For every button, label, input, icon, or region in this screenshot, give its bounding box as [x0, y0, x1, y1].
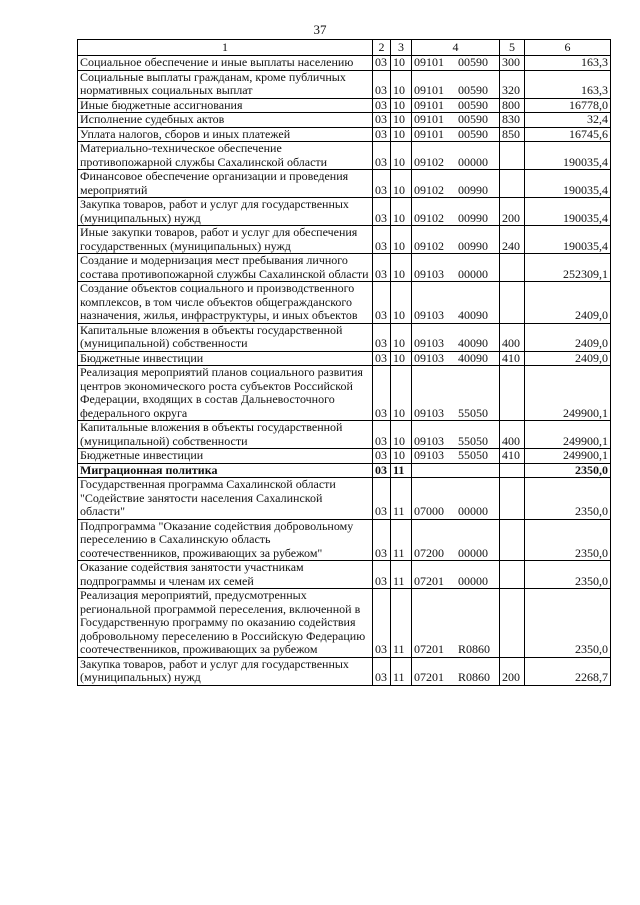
row-target-article-program: 09101 — [414, 55, 444, 69]
row-name: Реализация мероприятий планов социального развития центров экономического роста субъектов Российской Федерации, входящих в состав Дальневосточного федерального округа — [78, 366, 373, 421]
row-expense-type — [500, 589, 525, 658]
row-section-code: 03 — [373, 127, 391, 142]
row-target-article — [412, 366, 500, 421]
table-row — [78, 463, 611, 478]
row-target-article-direction: 00590 — [458, 112, 488, 126]
row-section-code: 03 — [373, 657, 391, 685]
row-target-article — [412, 198, 500, 226]
row-amount: 190035,4 — [525, 142, 611, 170]
row-section-code: 03 — [373, 282, 391, 324]
row-subsection-code: 11 — [391, 478, 412, 520]
row-name: Государственная программа Сахалинской области "Содействие занятости населения Сахалинской области" — [78, 478, 373, 520]
row-target-article-program: 09101 — [414, 127, 444, 141]
row-name: Закупка товаров, работ и услуг для государственных (муниципальных) нужд — [78, 198, 373, 226]
row-target-article — [412, 226, 500, 254]
row-subsection-code: 10 — [391, 366, 412, 421]
table-row — [78, 198, 611, 226]
row-name: Бюджетные инвестиции — [78, 449, 373, 464]
row-target-article-program: 09102 — [414, 154, 444, 169]
row-amount: 2409,0 — [525, 351, 611, 366]
row-expense-type — [500, 282, 525, 324]
row-target-article-direction: 55050 — [458, 433, 488, 448]
row-target-article-direction: 00590 — [458, 83, 488, 97]
row-amount: 2350,0 — [525, 561, 611, 589]
row-section-code: 03 — [373, 70, 391, 98]
table-row — [78, 226, 611, 254]
row-expense-type: 850 — [500, 127, 525, 142]
row-section-code: 03 — [373, 170, 391, 198]
row-target-article — [412, 351, 500, 366]
row-expense-type: 240 — [500, 226, 525, 254]
row-name: Подпрограмма "Оказание содействия добровольному переселению в Сахалинскую область соотечественников, проживающих за рубежом" — [78, 519, 373, 561]
row-target-article — [412, 519, 500, 561]
row-target-article-program: 07201 — [414, 573, 444, 588]
row-target-article — [412, 56, 500, 71]
row-name: Капитальные вложения в объекты государственной (муниципальной) собственности — [78, 323, 373, 351]
table-row — [78, 561, 611, 589]
table-row — [78, 366, 611, 421]
row-subsection-code: 10 — [391, 254, 412, 282]
row-amount: 190035,4 — [525, 226, 611, 254]
row-amount: 2409,0 — [525, 323, 611, 351]
row-subsection-code: 10 — [391, 282, 412, 324]
row-amount: 2350,0 — [525, 589, 611, 658]
row-expense-type: 400 — [500, 421, 525, 449]
row-target-article-direction: 00590 — [458, 98, 488, 112]
row-target-article-program: 09101 — [414, 83, 444, 97]
row-target-article — [412, 478, 500, 520]
row-amount: 249900,1 — [525, 421, 611, 449]
row-target-article — [412, 589, 500, 658]
row-target-article — [412, 449, 500, 464]
row-target-article — [412, 282, 500, 324]
row-target-article — [412, 127, 500, 142]
row-target-article-direction: 55050 — [458, 448, 488, 462]
table-row — [78, 478, 611, 520]
row-amount: 2350,0 — [525, 478, 611, 520]
row-subsection-code: 10 — [391, 421, 412, 449]
table-row — [78, 254, 611, 282]
row-target-article-direction: R0860 — [458, 670, 491, 684]
row-target-article-direction: 40090 — [458, 336, 488, 350]
row-name: Миграционная политика — [78, 463, 373, 478]
table-row — [78, 56, 611, 71]
row-subsection-code: 10 — [391, 226, 412, 254]
table-row — [78, 127, 611, 142]
row-section-code: 03 — [373, 198, 391, 226]
row-amount: 16778,0 — [525, 98, 611, 113]
table-row — [78, 170, 611, 198]
row-subsection-code: 10 — [391, 198, 412, 226]
row-subsection-code: 11 — [391, 657, 412, 685]
header-col-4: 4 — [412, 40, 500, 56]
row-amount: 16745,6 — [525, 127, 611, 142]
row-amount: 2409,0 — [525, 282, 611, 324]
row-expense-type — [500, 366, 525, 421]
row-section-code: 03 — [373, 98, 391, 113]
row-target-article — [412, 142, 500, 170]
row-expense-type: 300 — [500, 56, 525, 71]
row-section-code: 03 — [373, 323, 391, 351]
row-expense-type: 200 — [500, 198, 525, 226]
row-expense-type — [500, 478, 525, 520]
row-target-article-direction: 00590 — [458, 127, 488, 141]
row-target-article — [412, 113, 500, 128]
row-target-article-direction: 00990 — [458, 210, 488, 225]
row-target-article-program: 09102 — [414, 210, 444, 225]
header-col-2: 2 — [373, 40, 391, 56]
row-subsection-code: 10 — [391, 127, 412, 142]
row-target-article-direction: 55050 — [458, 405, 488, 420]
row-target-article-program: 09103 — [414, 405, 444, 420]
row-target-article-direction: 00000 — [458, 266, 488, 281]
row-name: Оказание содействия занятости участникам подпрограммы и членам их семей — [78, 561, 373, 589]
row-target-article — [412, 254, 500, 282]
row-target-article-program: 09103 — [414, 351, 444, 365]
row-amount: 163,3 — [525, 70, 611, 98]
row-section-code: 03 — [373, 113, 391, 128]
row-target-article-direction: R0860 — [458, 642, 491, 656]
row-section-code: 03 — [373, 226, 391, 254]
row-target-article-direction: 00000 — [458, 545, 488, 560]
row-amount: 190035,4 — [525, 170, 611, 198]
row-target-article-direction: 40090 — [458, 351, 488, 365]
table-row — [78, 98, 611, 113]
row-expense-type — [500, 142, 525, 170]
row-amount: 252309,1 — [525, 254, 611, 282]
row-target-article-program: 09101 — [414, 98, 444, 112]
row-amount: 190035,4 — [525, 198, 611, 226]
row-section-code: 03 — [373, 142, 391, 170]
header-col-6: 6 — [525, 40, 611, 56]
row-target-article — [412, 463, 500, 478]
row-name: Реализация мероприятий, предусмотренных региональной программой переселения, включенной в Государственную программу по оказанию содействия добровольному переселению в Российскую Федерацию соотечественников, проживающих за рубежом — [78, 589, 373, 658]
row-name: Капитальные вложения в объекты государственной (муниципальной) собственности — [78, 421, 373, 449]
row-target-article-direction: 00590 — [458, 55, 488, 69]
row-target-article — [412, 70, 500, 98]
row-name: Социальные выплаты гражданам, кроме публичных нормативных социальных выплат — [78, 70, 373, 98]
row-target-article-program: 09103 — [414, 433, 444, 448]
row-section-code: 03 — [373, 56, 391, 71]
row-name: Иные закупки товаров, работ и услуг для обеспечения государственных (муниципальных) нужд — [78, 226, 373, 254]
row-name: Материально-техническое обеспечение противопожарной службы Сахалинской области — [78, 142, 373, 170]
row-subsection-code: 10 — [391, 98, 412, 113]
table-row — [78, 589, 611, 658]
row-amount: 249900,1 — [525, 449, 611, 464]
row-amount: 2350,0 — [525, 463, 611, 478]
row-name: Исполнение судебных актов — [78, 113, 373, 128]
header-row — [78, 40, 611, 56]
header-col-5: 5 — [500, 40, 525, 56]
row-section-code: 03 — [373, 561, 391, 589]
row-section-code: 03 — [373, 351, 391, 366]
row-target-article-program: 09103 — [414, 448, 444, 462]
table-row — [78, 323, 611, 351]
row-name: Бюджетные инвестиции — [78, 351, 373, 366]
row-section-code: 03 — [373, 254, 391, 282]
page-number: 37 — [313, 22, 327, 37]
row-expense-type: 410 — [500, 351, 525, 366]
budget-table — [77, 39, 611, 686]
row-target-article-program: 09103 — [414, 336, 444, 350]
table-row — [78, 282, 611, 324]
header-col-3: 3 — [391, 40, 412, 56]
row-amount: 2350,0 — [525, 519, 611, 561]
row-target-article-program: 07000 — [414, 504, 444, 518]
row-expense-type — [500, 254, 525, 282]
row-section-code: 03 — [373, 589, 391, 658]
row-target-article-program: 07200 — [414, 545, 444, 560]
table-body — [78, 56, 611, 686]
row-expense-type: 800 — [500, 98, 525, 113]
row-name: Иные бюджетные ассигнования — [78, 98, 373, 113]
row-target-article — [412, 323, 500, 351]
row-target-article-program: 09101 — [414, 112, 444, 126]
row-expense-type — [500, 463, 525, 478]
row-expense-type — [500, 561, 525, 589]
row-amount: 2268,7 — [525, 657, 611, 685]
row-target-article-direction: 00000 — [458, 504, 488, 518]
row-expense-type: 200 — [500, 657, 525, 685]
row-expense-type: 830 — [500, 113, 525, 128]
row-target-article-program: 07201 — [414, 642, 444, 656]
row-target-article-direction: 00990 — [458, 182, 488, 197]
row-expense-type: 400 — [500, 323, 525, 351]
row-expense-type: 320 — [500, 70, 525, 98]
table-row — [78, 70, 611, 98]
row-amount: 163,3 — [525, 56, 611, 71]
row-subsection-code: 10 — [391, 170, 412, 198]
row-target-article-program: 09103 — [414, 308, 444, 322]
row-subsection-code: 10 — [391, 323, 412, 351]
row-expense-type — [500, 170, 525, 198]
row-name: Финансовое обеспечение организации и проведения мероприятий — [78, 170, 373, 198]
row-target-article-program: 07201 — [414, 670, 444, 684]
table-row — [78, 142, 611, 170]
row-section-code: 03 — [373, 449, 391, 464]
row-subsection-code: 10 — [391, 351, 412, 366]
row-target-article-program: 09103 — [414, 266, 444, 281]
row-name: Уплата налогов, сборов и иных платежей — [78, 127, 373, 142]
row-amount: 32,4 — [525, 113, 611, 128]
table-row — [78, 657, 611, 685]
row-section-code: 03 — [373, 421, 391, 449]
header-col-1: 1 — [78, 40, 373, 56]
row-name: Создание объектов социального и производственного комплексов, в том числе объектов общегражданского назначения, жилья, инфраструктуры, и иных объектов — [78, 282, 373, 324]
row-subsection-code: 10 — [391, 113, 412, 128]
row-section-code: 03 — [373, 463, 391, 478]
table-row — [78, 351, 611, 366]
row-target-article — [412, 421, 500, 449]
row-expense-type — [500, 519, 525, 561]
row-subsection-code: 11 — [391, 463, 412, 478]
row-target-article — [412, 561, 500, 589]
row-target-article-direction: 00000 — [458, 573, 488, 588]
row-name: Социальное обеспечение и иные выплаты населению — [78, 56, 373, 71]
row-section-code: 03 — [373, 519, 391, 561]
row-target-article-direction: 00000 — [458, 154, 488, 169]
row-name: Закупка товаров, работ и услуг для государственных (муниципальных) нужд — [78, 657, 373, 685]
row-target-article-direction: 00990 — [458, 238, 488, 253]
row-section-code: 03 — [373, 366, 391, 421]
row-target-article — [412, 98, 500, 113]
row-subsection-code: 10 — [391, 449, 412, 464]
row-target-article-program: 09102 — [414, 182, 444, 197]
row-subsection-code: 10 — [391, 70, 412, 98]
row-amount: 249900,1 — [525, 366, 611, 421]
row-subsection-code: 11 — [391, 561, 412, 589]
row-target-article-program: 09102 — [414, 238, 444, 253]
row-section-code: 03 — [373, 478, 391, 520]
table-row — [78, 519, 611, 561]
table-row — [78, 113, 611, 128]
row-target-article-direction: 40090 — [458, 308, 488, 322]
row-target-article — [412, 170, 500, 198]
row-subsection-code: 10 — [391, 56, 412, 71]
row-name: Создание и модернизация мест пребывания личного состава противопожарной службы Сахалинской области — [78, 254, 373, 282]
table-row — [78, 449, 611, 464]
row-target-article — [412, 657, 500, 685]
row-subsection-code: 10 — [391, 142, 412, 170]
row-subsection-code: 11 — [391, 519, 412, 561]
row-expense-type: 410 — [500, 449, 525, 464]
table-row — [78, 421, 611, 449]
row-subsection-code: 11 — [391, 589, 412, 658]
